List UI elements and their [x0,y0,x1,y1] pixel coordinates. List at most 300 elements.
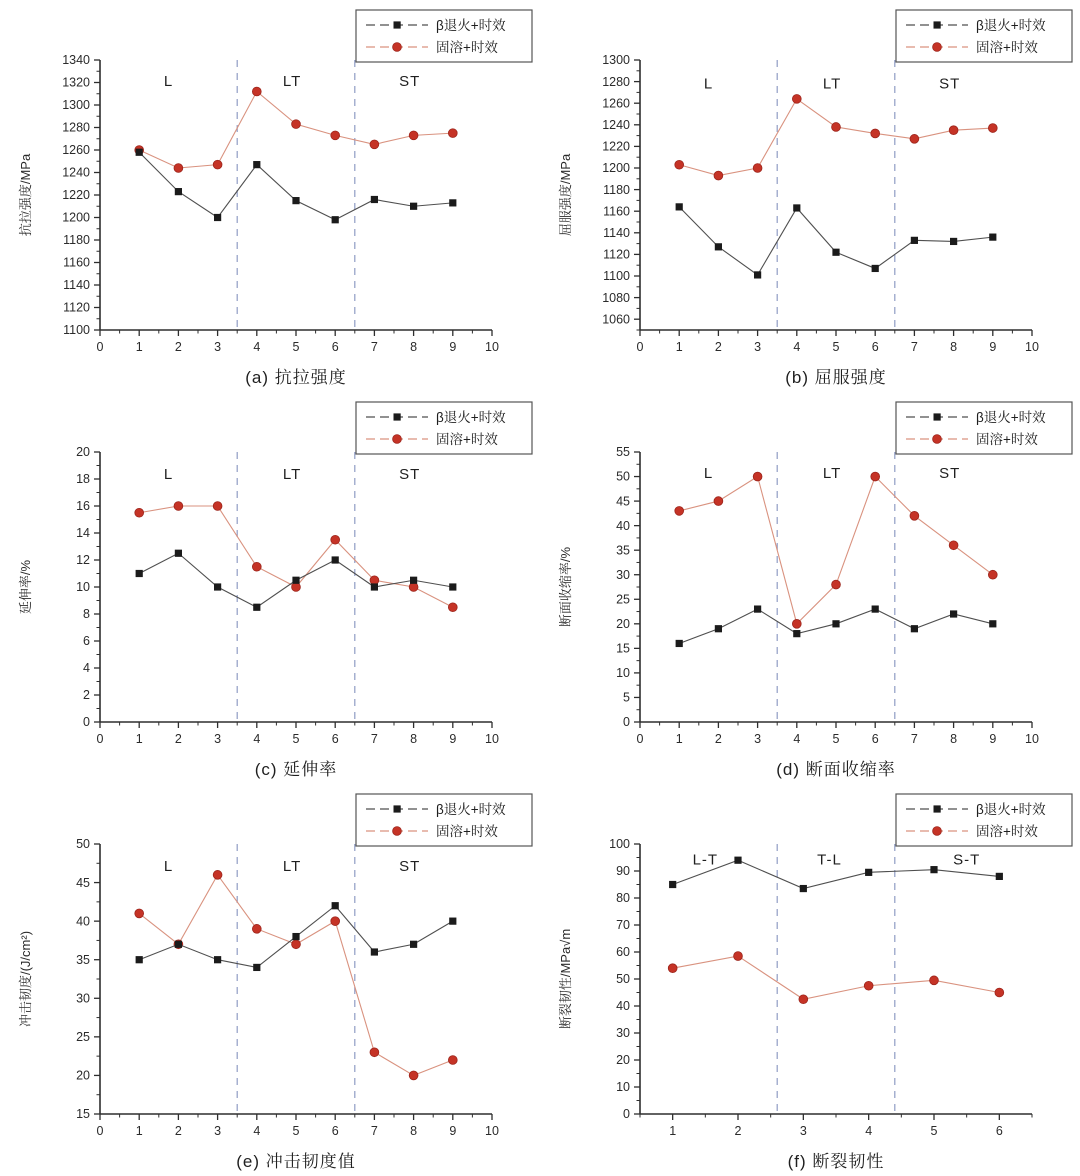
series-solution-aging [135,87,457,172]
legend-label: 固溶+时效 [436,823,498,839]
x-tick-label: 7 [370,1124,378,1138]
data-point [448,603,457,612]
data-point [930,976,939,985]
data-point [799,995,808,1004]
y-tick-label: 1180 [603,182,630,197]
y-tick-label: 18 [76,472,90,487]
data-point [410,941,417,948]
y-tick-label: 40 [616,999,630,1014]
series-beta-anneal-aging [136,149,457,224]
y-tick-label: 1300 [602,53,630,68]
data-point [135,909,144,918]
legend-box [356,402,532,454]
x-tick-label: 10 [485,732,499,746]
legend-label: 固溶+时效 [976,431,1038,447]
panel-a [0,0,540,392]
y-tick-label: 1220 [62,188,90,203]
chart-e-canvas [0,784,540,1150]
legend-circle-marker-icon [393,827,402,836]
data-point [911,237,918,244]
x-tick-label: 1 [135,1124,143,1138]
x-tick-label: 6 [331,340,339,354]
legend-circle-marker-icon [933,435,942,444]
x-tick-label: 7 [370,732,378,746]
x-tick-label: 10 [1025,340,1039,354]
data-point [370,1048,379,1057]
data-point [675,160,684,169]
x-tick-label: 3 [799,1124,807,1138]
y-tick-label: 35 [616,543,630,558]
chart-d-caption: (d) 断面收缩率 [776,760,896,779]
y-axis-title: 冲击韧度/(J/cm²) [18,930,33,1028]
data-point [409,583,418,592]
y-axis-title: 屈服强度/MPa [558,153,573,237]
data-point [676,640,683,647]
y-tick-label: 100 [609,837,630,852]
data-point [832,580,841,589]
y-tick-label: 1180 [63,233,90,248]
y-tick-label: 50 [616,469,630,484]
legend-circle-marker-icon [393,43,402,52]
data-point [949,126,958,135]
y-axis-title: 断裂韧性/MPa√m [558,928,573,1030]
data-point [292,577,299,584]
legend-label: 固溶+时效 [436,39,498,55]
x-tick-label: 2 [174,340,182,354]
data-point [792,619,801,628]
data-point [449,583,456,590]
data-point [213,160,222,169]
x-tick-label: 6 [871,732,879,746]
x-tick-label: 2 [714,340,722,354]
y-tick-label: 0 [623,1107,630,1122]
x-tick-label: 9 [989,340,997,354]
data-point [175,188,182,195]
y-tick-label: 1140 [603,226,630,240]
data-point [174,502,183,511]
y-axis-title: 断面收缩率/% [558,546,573,628]
y-tick-label: 25 [76,1030,90,1045]
chart-f-canvas [540,784,1080,1150]
legend-square-marker-icon [934,413,941,420]
panel-d [540,392,1080,784]
y-tick-label: 1200 [602,161,630,176]
region-label: ST [939,75,961,93]
y-tick-label: 4 [83,661,90,676]
data-point [449,918,456,925]
data-point [252,562,261,571]
x-tick-label: 2 [714,732,722,746]
data-point [675,507,684,516]
chart-d-canvas [540,392,1080,758]
series-line [673,956,1000,999]
x-tick-label: 0 [636,732,644,746]
data-point [214,214,221,221]
x-tick-label: 2 [174,1124,182,1138]
y-tick-label: 60 [616,945,630,960]
data-point [214,956,221,963]
y-tick-label: 1080 [602,290,630,305]
region-label: L [163,72,174,90]
y-tick-label: 1200 [62,210,90,225]
data-point [800,885,807,892]
y-tick-label: 80 [616,891,630,906]
y-tick-label: 20 [76,445,90,460]
region-label: ST [399,72,421,90]
legend-square-marker-icon [394,413,401,420]
x-tick-label: 10 [485,1124,499,1138]
x-tick-label: 2 [174,732,182,746]
x-tick-label: 4 [253,1124,261,1138]
legend-box [896,10,1072,62]
data-point [989,234,996,241]
series-solution-aging [675,94,997,179]
data-point [136,570,143,577]
y-tick-label: 20 [616,617,630,632]
y-tick-label: 1160 [603,204,630,219]
y-tick-label: 1120 [603,247,630,262]
y-tick-label: 10 [616,666,630,681]
x-tick-label: 1 [135,340,143,354]
data-point [668,964,677,973]
y-tick-label: 1100 [63,323,90,338]
x-tick-label: 7 [370,340,378,354]
series-solution-aging [675,472,997,628]
region-label: ST [399,466,421,484]
data-point [793,630,800,637]
data-point [252,924,261,933]
series-line [679,477,993,624]
data-point [332,216,339,223]
panel-c [0,392,540,784]
data-point [988,124,997,133]
x-tick-label: 8 [950,340,958,354]
data-point [715,243,722,250]
data-point [871,129,880,138]
x-tick-label: 4 [253,732,261,746]
y-tick-label: 16 [76,499,90,514]
legend-label: β退火+时效 [976,801,1046,817]
series-line [139,152,453,220]
legend-label: β退火+时效 [436,409,506,425]
legend-box [356,10,532,62]
legend-label: β退火+时效 [976,17,1046,33]
y-tick-label: 1260 [62,143,90,158]
legend-label: 固溶+时效 [436,431,498,447]
y-tick-label: 0 [83,715,90,730]
y-tick-label: 1240 [602,118,630,132]
region-label: T-L [817,851,842,869]
x-tick-label: 5 [292,1124,300,1138]
y-tick-label: 1140 [63,278,90,293]
data-point [448,1056,457,1065]
legend-circle-marker-icon [393,435,402,444]
x-tick-label: 0 [96,340,104,354]
data-point [331,535,340,544]
legend-circle-marker-icon [933,43,942,52]
x-tick-label: 4 [793,340,801,354]
x-tick-label: 9 [449,732,457,746]
x-tick-label: 9 [989,732,997,746]
data-point [930,866,937,873]
x-tick-label: 3 [754,732,762,746]
region-label: L-T [692,851,719,869]
data-point [292,940,301,949]
region-label: L [163,858,174,876]
data-point [792,94,801,103]
y-tick-label: 30 [616,1026,630,1041]
legend-box [356,794,532,846]
region-label: L [163,466,174,484]
y-tick-label: 1300 [62,98,90,113]
y-tick-label: 8 [83,607,90,622]
x-tick-label: 8 [410,732,418,746]
data-point [332,556,339,563]
data-point [448,129,457,138]
x-tick-label: 6 [331,1124,339,1138]
x-tick-label: 5 [832,340,840,354]
x-tick-label: 3 [214,732,222,746]
data-point [332,902,339,909]
data-point [410,203,417,210]
data-point [213,502,222,511]
x-tick-label: 4 [793,732,801,746]
legend-circle-marker-icon [933,827,942,836]
data-point [252,87,261,96]
y-tick-label: 90 [616,864,630,879]
x-tick-label: 5 [930,1124,938,1138]
panel-e [0,784,540,1176]
series-line [139,506,453,607]
data-point [292,120,301,129]
y-tick-label: 15 [76,1107,90,1122]
data-point [410,577,417,584]
series-beta-anneal-aging [136,902,457,971]
series-beta-anneal-aging [676,203,997,278]
x-tick-label: 1 [675,732,683,746]
y-tick-label: 35 [76,952,90,967]
y-tick-label: 14 [76,526,90,541]
panel-f [540,784,1080,1176]
y-tick-label: 30 [76,991,90,1006]
data-point [753,472,762,481]
y-tick-label: 55 [616,445,630,460]
data-point [793,204,800,211]
legend-square-marker-icon [934,805,941,812]
x-tick-label: 6 [871,340,879,354]
region-label: LT [282,858,302,876]
region-label: LT [282,72,302,90]
chart-c-canvas [0,392,540,758]
region-label: S-T [953,851,981,869]
region-label: L [703,464,714,482]
region-label: ST [399,858,421,876]
chart-f-caption: (f) 断裂韧性 [787,1152,885,1171]
data-point [911,625,918,632]
x-tick-label: 0 [636,340,644,354]
data-point [174,164,183,173]
data-point [409,1071,418,1080]
legend-box [896,794,1072,846]
data-point [370,576,379,585]
data-point [213,870,222,879]
series-beta-anneal-aging [136,550,457,611]
data-point [864,981,873,990]
y-tick-label: 5 [623,690,630,705]
region-label: ST [939,464,961,482]
y-tick-label: 0 [623,715,630,730]
x-tick-label: 1 [675,340,683,354]
data-point [910,511,919,520]
x-tick-label: 7 [910,732,918,746]
data-point [136,149,143,156]
data-point [175,550,182,557]
y-tick-label: 1100 [603,269,630,284]
y-tick-label: 1340 [62,53,90,68]
chart-c-caption: (c) 延伸率 [254,760,338,779]
chart-a-canvas [0,0,540,366]
y-tick-label: 25 [616,592,630,607]
x-tick-label: 0 [96,732,104,746]
region-label: L [703,75,714,93]
x-tick-label: 7 [910,340,918,354]
data-point [989,620,996,627]
chart-e-caption: (e) 冲击韧度值 [236,1152,356,1171]
legend-square-marker-icon [934,21,941,28]
chart-b-canvas [540,0,1080,366]
data-point [409,131,418,140]
y-tick-label: 1260 [602,96,630,111]
data-point [449,199,456,206]
x-tick-label: 10 [485,340,499,354]
legend-box [896,402,1072,454]
x-tick-label: 1 [135,732,143,746]
chart-a-caption: (a) 抗拉强度 [245,368,347,387]
data-point [734,857,741,864]
x-tick-label: 1 [669,1124,677,1138]
data-point [253,604,260,611]
series-line [679,99,993,176]
data-point [136,956,143,963]
series-solution-aging [135,870,457,1079]
y-tick-label: 1240 [62,165,90,180]
y-tick-label: 40 [616,518,630,533]
y-tick-label: 40 [76,914,90,929]
y-tick-label: 70 [616,918,630,933]
x-tick-label: 5 [292,340,300,354]
legend-label: β退火+时效 [436,801,506,817]
y-tick-label: 10 [616,1080,630,1095]
data-point [331,917,340,926]
data-point [995,988,1004,997]
data-point [950,610,957,617]
x-tick-label: 9 [449,340,457,354]
data-point [910,134,919,143]
series-line [139,875,453,1076]
y-tick-label: 12 [76,553,90,568]
x-tick-label: 0 [96,1124,104,1138]
data-point [754,605,761,612]
y-tick-label: 1060 [602,312,630,327]
data-point [950,238,957,245]
y-tick-label: 1280 [62,120,90,135]
data-point [753,164,762,173]
y-tick-label: 1280 [602,74,630,89]
y-axis-title: 抗拉强度/MPa [18,153,33,237]
data-point [292,197,299,204]
series-beta-anneal-aging [676,605,997,647]
x-tick-label: 4 [865,1124,873,1138]
data-point [832,249,839,256]
data-point [714,171,723,180]
data-point [714,497,723,506]
data-point [371,196,378,203]
x-tick-label: 4 [253,340,261,354]
data-point [754,271,761,278]
data-point [175,941,182,948]
y-tick-label: 50 [76,837,90,852]
data-point [214,583,221,590]
legend-label: 固溶+时效 [976,823,1038,839]
data-point [292,583,301,592]
data-point [865,869,872,876]
x-tick-label: 10 [1025,732,1039,746]
data-point [253,964,260,971]
data-point [371,948,378,955]
data-point [370,140,379,149]
x-tick-label: 9 [449,1124,457,1138]
data-point [292,933,299,940]
x-tick-label: 8 [410,1124,418,1138]
data-point [135,508,144,517]
legend-label: β退火+时效 [436,17,506,33]
y-axis-title: 延伸率/% [18,559,33,615]
legend-square-marker-icon [394,21,401,28]
y-tick-label: 20 [76,1068,90,1083]
y-tick-label: 10 [76,580,90,595]
data-point [872,265,879,272]
y-tick-label: 15 [616,641,630,656]
data-point [996,873,1003,880]
data-point [734,952,743,961]
data-point [832,123,841,132]
y-tick-label: 1220 [602,139,630,154]
panel-b [540,0,1080,392]
data-point [669,881,676,888]
y-tick-label: 1120 [63,300,90,315]
y-tick-label: 1160 [63,255,90,270]
data-point [253,161,260,168]
y-tick-label: 6 [83,634,90,649]
y-tick-label: 50 [616,972,630,987]
region-label: LT [822,75,842,93]
x-tick-label: 3 [754,340,762,354]
data-point [676,203,683,210]
data-point [371,583,378,590]
data-point [715,625,722,632]
x-tick-label: 3 [214,340,222,354]
chart-b-caption: (b) 屈服强度 [785,368,887,387]
x-tick-label: 6 [995,1124,1003,1138]
data-point [872,605,879,612]
x-tick-label: 6 [331,732,339,746]
data-point [949,541,958,550]
series-line [679,207,993,275]
legend-label: β退火+时效 [976,409,1046,425]
x-tick-label: 5 [292,732,300,746]
legend-label: 固溶+时效 [976,39,1038,55]
x-tick-label: 8 [950,732,958,746]
